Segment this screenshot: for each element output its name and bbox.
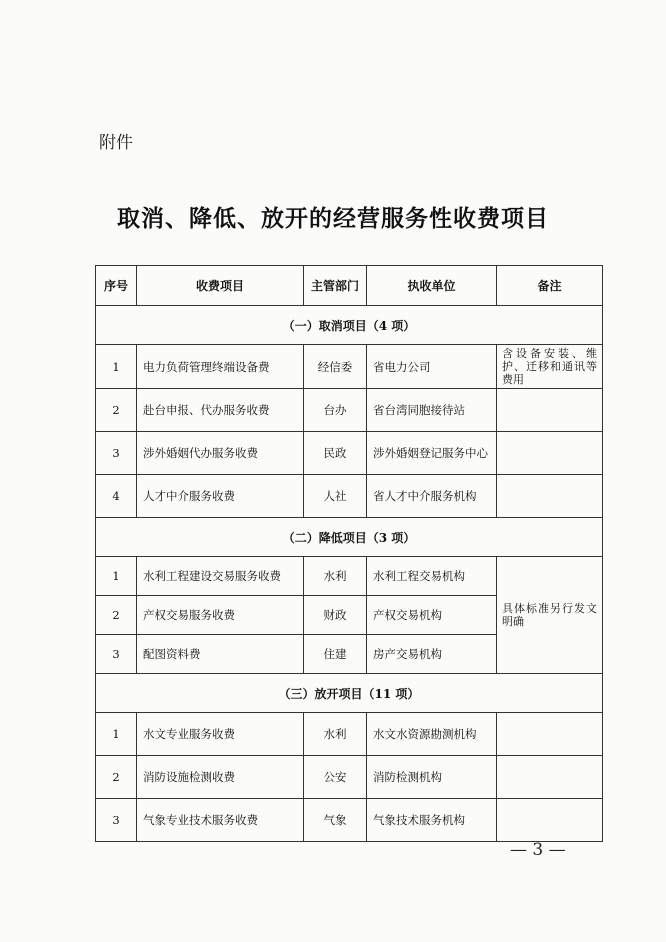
row-dept: 公安: [304, 756, 367, 799]
row-item: 水利工程建设交易服务收费: [137, 557, 304, 596]
table-row: [96, 557, 603, 596]
fee-table: [95, 265, 603, 842]
row-note: [497, 713, 603, 756]
row-no: 3: [96, 635, 137, 674]
row-dept: 气象: [304, 799, 367, 842]
row-item: 消防设施检测收费: [137, 756, 304, 799]
header-note: 备注: [497, 266, 603, 306]
row-note: [497, 756, 603, 799]
table-row: [96, 756, 603, 799]
row-no: 4: [96, 475, 137, 518]
row-note: [497, 799, 603, 842]
row-unit: 房产交易机构: [367, 635, 497, 674]
merged-note: 具体标准另行发文明确: [497, 557, 603, 674]
section-heading: （三）放开项目（11 项）: [96, 674, 603, 713]
row-no: 2: [96, 756, 137, 799]
table-header-row: [96, 266, 603, 306]
row-note: 含设备安装、维护、迁移和通讯等费用: [497, 345, 603, 389]
row-unit: 涉外婚姻登记服务中心: [367, 432, 497, 475]
row-item: 气象专业技术服务收费: [137, 799, 304, 842]
row-note: [497, 475, 603, 518]
row-dept: 台办: [304, 389, 367, 432]
row-no: 1: [96, 345, 137, 389]
header-unit: 执收单位: [367, 266, 497, 306]
table-row: [96, 345, 603, 389]
table-row: [96, 389, 603, 432]
row-unit: 产权交易机构: [367, 596, 497, 635]
row-dept: 人社: [304, 475, 367, 518]
row-no: 3: [96, 432, 137, 475]
row-unit: 气象技术服务机构: [367, 799, 497, 842]
row-no: 1: [96, 557, 137, 596]
row-note: [497, 389, 603, 432]
row-dept: 水利: [304, 557, 367, 596]
row-unit: 水文水资源勘测机构: [367, 713, 497, 756]
row-unit: 省台湾同胞接待站: [367, 389, 497, 432]
row-dept: 民政: [304, 432, 367, 475]
row-dept: 水利: [304, 713, 367, 756]
row-unit: 省电力公司: [367, 345, 497, 389]
row-item: 人才中介服务收费: [137, 475, 304, 518]
row-item: 电力负荷管理终端设备费: [137, 345, 304, 389]
section-heading: （一）取消项目（4 项）: [96, 306, 603, 345]
section-heading-row: [96, 306, 603, 345]
row-item: 水文专业服务收费: [137, 713, 304, 756]
header-no: 序号: [96, 266, 137, 306]
table-row: [96, 799, 603, 842]
row-item: 配图资料费: [137, 635, 304, 674]
row-dept: 经信委: [304, 345, 367, 389]
row-no: 2: [96, 596, 137, 635]
row-item: 产权交易服务收费: [137, 596, 304, 635]
header-item: 收费项目: [137, 266, 304, 306]
row-item: 赴台申报、代办服务收费: [137, 389, 304, 432]
row-no: 2: [96, 389, 137, 432]
section-heading-row: [96, 674, 603, 713]
row-dept: 财政: [304, 596, 367, 635]
row-no: 3: [96, 799, 137, 842]
table-row: [96, 713, 603, 756]
page-number: — 3 —: [510, 840, 566, 860]
row-unit: 水利工程交易机构: [367, 557, 497, 596]
section-heading: （二）降低项目（3 项）: [96, 518, 603, 557]
row-note: [497, 432, 603, 475]
section-heading-row: [96, 518, 603, 557]
header-dept: 主管部门: [304, 266, 367, 306]
page-title: 取消、降低、放开的经营服务性收费项目: [117, 206, 549, 232]
row-no: 1: [96, 713, 137, 756]
row-unit: 消防检测机构: [367, 756, 497, 799]
table-row: [96, 432, 603, 475]
attachment-label: 附件: [99, 133, 133, 153]
row-unit: 省人才中介服务机构: [367, 475, 497, 518]
row-item: 涉外婚姻代办服务收费: [137, 432, 304, 475]
row-dept: 住建: [304, 635, 367, 674]
table-row: [96, 475, 603, 518]
